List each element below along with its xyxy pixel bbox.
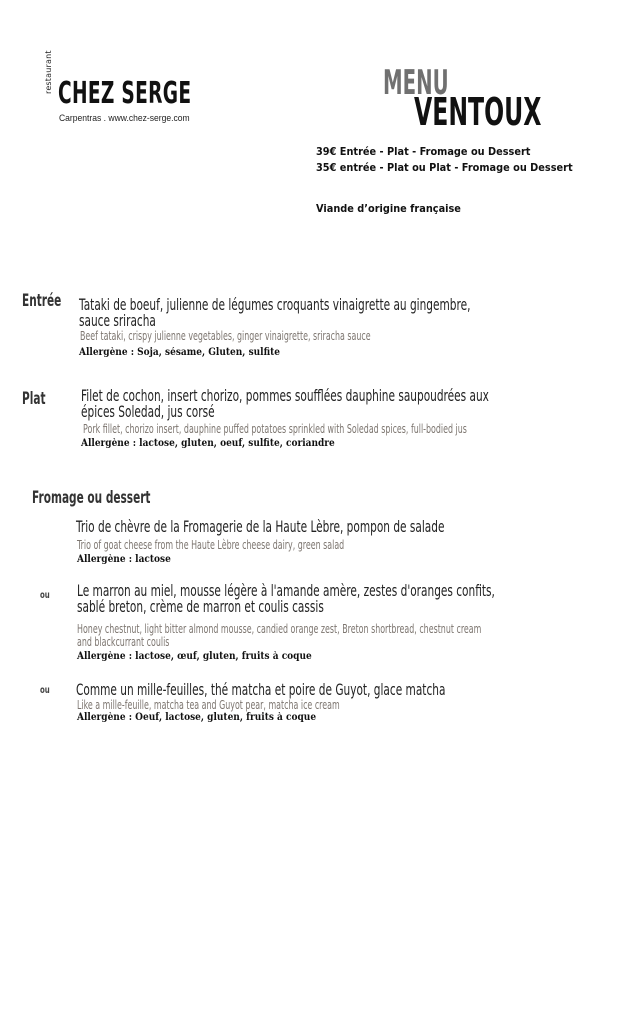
dish-title-cont: sauce sriracha [79, 311, 156, 330]
or-label: ou [40, 685, 50, 696]
dish-title-cont: sablé breton, crème de marron et coulis cassis [77, 597, 324, 616]
menu-name: VENTOUX [414, 90, 542, 134]
dish-allergens: Allergène : lactose [77, 554, 171, 565]
price-line-1: 39€ Entrée - Plat - Fromage ou Dessert [316, 146, 531, 158]
dish-english: Like a mille-feuille, matcha tea and Guyot pear, matcha ice cream [77, 698, 340, 712]
or-label: ou [40, 590, 50, 601]
dish-english: Trio of goat cheese from the Haute Lèbre cheese dairy, green salad [77, 538, 345, 552]
dish-title-cont: épices Soledad, jus corsé [81, 402, 215, 421]
dish-title: Tataki de boeuf, julienne de légumes croquants vinaigrette au gingembre, [79, 295, 471, 314]
course-label-plat: Plat [22, 389, 46, 409]
dish-title: Filet de cochon, insert chorizo, pommes soufflées dauphine saupoudrées aux [81, 386, 489, 405]
dish-english-cont: and blackcurrant coulis [77, 635, 170, 649]
course-label-entree: Entrée [22, 291, 62, 311]
dish-allergens: Allergène : Soja, sésame, Gluten, sulfite [79, 347, 281, 358]
price-line-2: 35€ entrée - Plat ou Plat - Fromage ou Dessert [316, 162, 573, 174]
dish-allergens: Allergène : lactose, œuf, gluten, fruits à coque [77, 651, 312, 662]
dish-english: Honey chestnut, light bitter almond mousse, candied orange zest, Breton shortbread, chestnut cream [77, 622, 482, 636]
restaurant-name: CHEZ SERGE [58, 76, 192, 111]
dish-allergens: Allergène : Oeuf, lactose, gluten, fruits à coque [77, 712, 317, 723]
restaurant-subtitle: Carpentras . www.chez-serge.com [59, 113, 190, 124]
dish-title: Le marron au miel, mousse légère à l'amande amère, zestes d'oranges confits, [77, 581, 495, 600]
origin-note: Viande d’origine française [316, 203, 461, 215]
dish-allergens: Allergène : lactose, gluten, oeuf, sulfite, coriandre [81, 438, 335, 449]
dish-english: Beef tataki, crispy julienne vegetables, ginger vinaigrette, sriracha sauce [80, 329, 371, 343]
restaurant-tag: restaurant [44, 50, 53, 94]
menu-word: MENU [383, 63, 449, 103]
dish-english: Pork fillet, chorizo insert, dauphine puffed potatoes sprinkled with Soledad spices, full-bodied jus [83, 422, 467, 436]
dish-title: Comme un mille-feuilles, thé matcha et poire de Guyot, glace matcha [76, 680, 446, 699]
course-label-dessert: Fromage ou dessert [32, 488, 151, 508]
dish-title: Trio de chèvre de la Fromagerie de la Haute Lèbre, pompon de salade [76, 517, 445, 536]
